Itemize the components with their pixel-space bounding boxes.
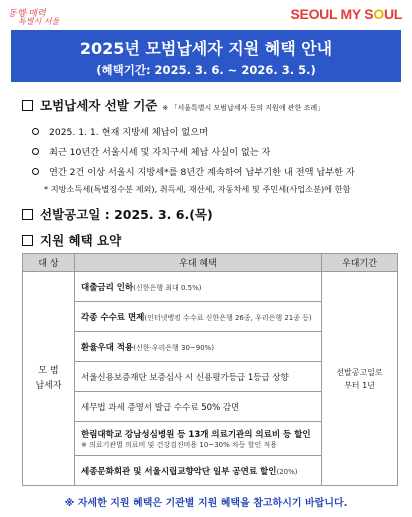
circle-bullet-icon — [32, 128, 39, 135]
ordinance-note: ※ 「서울특별시 모범납세자 등의 지원에 관한 조례」 — [162, 104, 325, 112]
tax-type-footnote: * 지방소득세(특별징수분 제외), 취득세, 재산세, 자동차세 및 주민세(사업소분)에 한함 — [44, 184, 351, 194]
column-header-period: 우대기간 — [322, 254, 398, 272]
page-title: 2025년 모범납세자 지원 혜택 안내 — [79, 39, 333, 58]
benefit-main: 세종문화회관 및 서울시립교향악단 일부 공연료 할인 — [81, 466, 277, 477]
table-row — [23, 272, 398, 302]
benefit-detail: (신한·우리은행 30~90%) — [133, 343, 215, 352]
logo-line-1: 동행·매력 — [8, 9, 46, 19]
section-title: 지원 혜택 요약 — [40, 233, 122, 248]
benefit-cell — [75, 362, 322, 392]
target-text: 모 범 — [38, 365, 59, 376]
period-text: 부터 1년 — [344, 380, 375, 390]
benefit-main: 환율우대 적용 — [81, 342, 134, 353]
section-title: 모범납세자 선발 기준 — [40, 98, 158, 113]
logo-part: SE — [290, 6, 309, 22]
logo-part: UL MY S — [319, 6, 374, 22]
criteria-bullet — [32, 124, 208, 138]
selection-criteria-heading — [22, 96, 324, 114]
benefit-main: 세무법 과세 증명서 발급 수수료 50% 감면 — [81, 402, 240, 413]
checkbox-square-icon — [22, 100, 33, 111]
column-header-target: 대 상 — [23, 254, 75, 272]
benefit-main: 서울신용보증재단 보증심사 시 신용평가등급 1등급 상향 — [81, 372, 289, 383]
circle-bullet-icon — [32, 168, 39, 175]
logo-line-2: 특별시 서울 — [18, 17, 60, 26]
bullet-text: 최근 10년간 서울시세 및 자치구세 체납 사실이 없는 자 — [49, 147, 271, 158]
benefit-cell — [75, 422, 322, 456]
checkbox-square-icon — [22, 209, 33, 220]
bullet-text: 연간 2건 이상 서울시 지방세*를 8년간 계속하여 납부기한 내 전액 납부한 자 — [49, 167, 355, 178]
period-cell — [322, 272, 398, 486]
benefit-main: 대출금리 인하 — [81, 282, 134, 293]
section-title: 선발공고일 : 2025. 3. 6.(목) — [40, 207, 213, 222]
announcement-heading — [22, 205, 213, 223]
benefit-period: (혜택기간: 2025. 3. 6. ~ 2026. 3. 5.) — [96, 63, 316, 77]
benefit-cell — [75, 272, 322, 302]
benefit-cell — [75, 302, 322, 332]
target-text: 납세자 — [35, 380, 62, 391]
benefit-main: 각종 수수료 면제 — [81, 312, 145, 323]
benefit-cell — [75, 392, 322, 422]
benefit-detail: (인터넷뱅킹 수수료 신한은행 26종, 우리은행 21종 등) — [144, 313, 312, 322]
target-cell — [23, 272, 75, 486]
benefit-detail: (20%) — [276, 467, 298, 476]
checkbox-square-icon — [22, 235, 33, 246]
logo-part: UL — [383, 6, 402, 22]
title-banner — [11, 30, 401, 82]
criteria-bullet — [32, 164, 355, 178]
benefit-main: 한림대학교 강남성심병원 등 13개 의료기관의 의료비 등 할인 — [81, 429, 311, 440]
logo-part: O — [373, 6, 384, 22]
bullet-text: 2025. 1. 1. 현재 지방세 체납이 없으며 — [49, 127, 208, 138]
benefit-table — [22, 253, 398, 486]
period-text: 선발공고일로 — [336, 367, 383, 377]
seoul-slogan-logo — [8, 4, 60, 26]
seoul-my-soul-logo — [290, 6, 402, 22]
benefit-cell — [75, 332, 322, 362]
footer-note: ※ 자세한 지원 혜택은 기관별 지원 혜택을 참고하시기 바랍니다. — [64, 498, 348, 509]
column-header-benefit: 우대 혜택 — [75, 254, 322, 272]
benefit-note: ※ 의료기관별 의료비 및 건강검진비용 10~30% 차등 할인 적용 — [81, 440, 277, 449]
benefit-summary-heading — [22, 231, 121, 249]
benefit-detail: (신한은행 최대 0.5%) — [133, 283, 202, 292]
benefit-cell — [75, 456, 322, 486]
criteria-bullet — [32, 144, 270, 158]
logo-heart-part: O — [308, 6, 320, 22]
circle-bullet-icon — [32, 148, 39, 155]
